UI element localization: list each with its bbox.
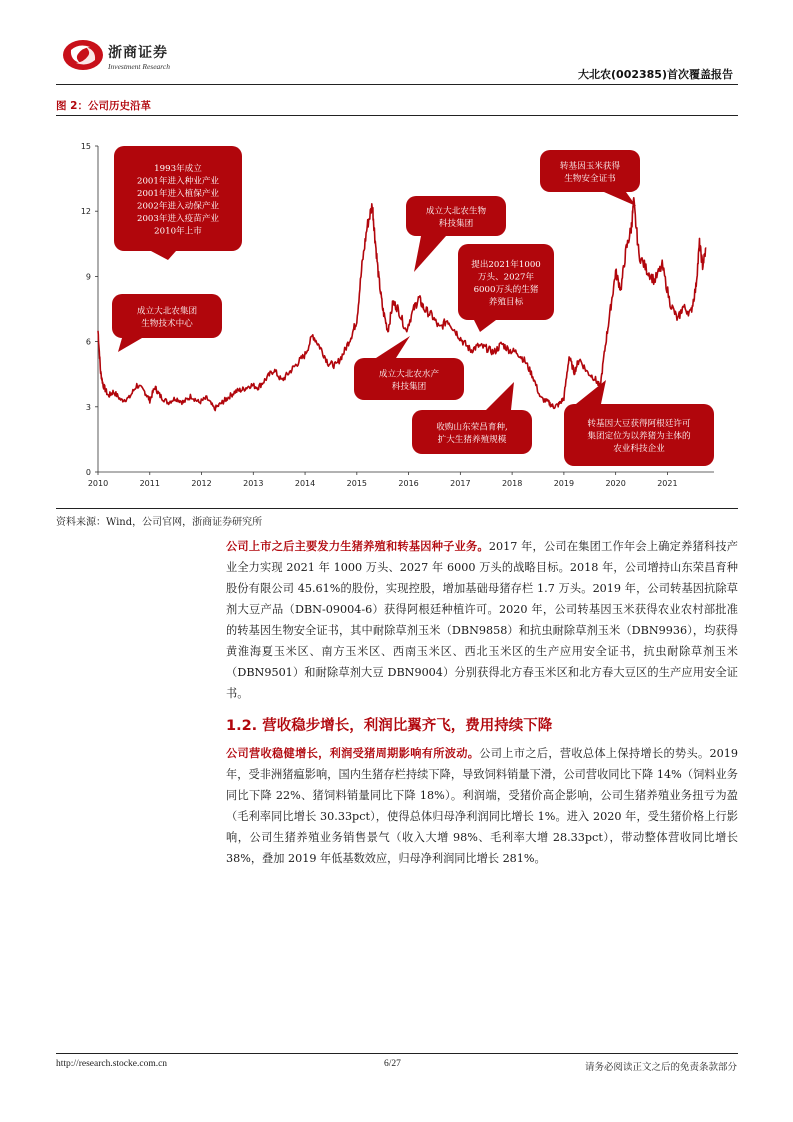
report-title: 大北农(002385)首次覆盖报告 bbox=[578, 68, 733, 81]
brand-subtitle: Investment Research bbox=[108, 62, 170, 71]
callout-text: 收购山东荣昌育种, bbox=[436, 422, 508, 433]
x-tick-label: 2015 bbox=[346, 479, 368, 488]
footer-url[interactable]: http://research.stocke.com.cn bbox=[56, 1059, 168, 1069]
figure-top-rule bbox=[56, 115, 738, 116]
x-tick-label: 2011 bbox=[139, 479, 160, 488]
y-tick-label: 12 bbox=[80, 207, 91, 217]
paragraph-text: 公司上市之后，营收总体上保持增长的势头。2019 年，受非洲猪瘟影响，国内生猪存栏持续下降，导致饲料销量下滑，公司营收同比下降 14%（饲料业务同比下降 22%、猪饲料销量同比下降 18%）。利润端，受猪价高企影响，公司生猪养殖业务扭亏为盈（毛利率同比增长 30.33pct），使得总体归母净利润同比增长 1%。进入 2020 年，受生猪价格上行影响，公司生猪养殖业务销售景气（收入大增 98%、毛利率大增 28.33pct），带动整体营收同比增长 38%，叠加 2019 年低基数效应，归母净利润同比增长 281%。 bbox=[226, 747, 738, 865]
callout-text: 2001年进入种业产业 bbox=[136, 176, 220, 187]
callout-text: 成立大北农水产 bbox=[378, 369, 440, 380]
callout-text: 农业科技企业 bbox=[613, 444, 665, 454]
callout-pointer bbox=[414, 236, 446, 272]
annotation-callout bbox=[458, 244, 554, 332]
x-tick-label: 2012 bbox=[191, 479, 212, 488]
annotation-callout bbox=[354, 336, 464, 400]
y-tick-label: 9 bbox=[85, 272, 91, 282]
y-tick-label: 3 bbox=[85, 402, 91, 412]
header-rule bbox=[56, 84, 738, 85]
callout-pointer bbox=[576, 380, 606, 404]
paragraph-history bbox=[226, 536, 738, 704]
x-tick-label: 2014 bbox=[294, 479, 316, 488]
paragraph-text: 2017 年，公司在集团工作年会上确定养猪科技产业全力实现 2021 年 1000 万头、2027 年 6000 万头的战略目标。2018 年，公司增持山东荣昌育种股份有限公司 45.61%的股份，实现控股，增加基础母猪存栏 1.7 万头。2019 年，公司转基因抗除草剂大豆产品（DBN-09004-6）获得阿根廷种植许可。2020 年，公司转基因玉米获得农业农村部批准的转基因生物安全证书，其中耐除草剂玉米（DBN9858）和抗虫耐除草剂玉米（DBN9936），均获得黄淮海夏玉米区、南方玉米区、西南玉米区、西北玉米区的生产应用安全证书，抗虫耐除草剂玉米（DBN9501）和耐除草剂大豆 DBN9004）分别获得北方春玉米区和北方春大豆区的生产应用安全证书。 bbox=[226, 540, 738, 700]
callout-text: 科技集团 bbox=[391, 381, 427, 392]
callout-pointer bbox=[604, 192, 636, 206]
paragraph-revenue bbox=[226, 743, 738, 869]
callout-text: 生物技术中心 bbox=[141, 318, 193, 329]
footer-disclaimer: 请务必阅读正文之后的免责条款部分 bbox=[584, 1062, 737, 1073]
company-logo bbox=[62, 38, 104, 72]
callout-text: 2003年进入疫苗产业 bbox=[136, 213, 220, 224]
callout-text: 集团定位为以养猪为主体的 bbox=[587, 431, 691, 442]
callout-pointer bbox=[474, 320, 496, 332]
callout-text: 成立大北农集团 bbox=[136, 306, 198, 317]
callout-text: 1993年成立 bbox=[154, 163, 202, 174]
y-tick-label: 0 bbox=[85, 468, 91, 477]
paragraph-lead: 公司营收稳健增长，利润受猪周期影响有所波动。 bbox=[226, 746, 480, 760]
callout-pointer bbox=[118, 338, 142, 352]
callout-text: 2001年进入植保产业 bbox=[136, 188, 220, 199]
x-tick-label: 2016 bbox=[398, 479, 419, 488]
brand-name: 浙商证券 bbox=[108, 45, 168, 61]
x-tick-label: 2020 bbox=[605, 479, 626, 488]
section-heading: 1.2. 营收稳步增长，利润比翼齐飞，费用持续下降 bbox=[226, 718, 553, 734]
annotation-callout bbox=[540, 150, 640, 206]
paragraph-lead: 公司上市之后主要发力生猪养殖和转基因种子业务。 bbox=[226, 539, 489, 553]
callout-text: 扩大生猪养殖规模 bbox=[437, 434, 507, 445]
figure-title: 图 2：公司历史沿革 bbox=[56, 100, 151, 112]
annotation-callout bbox=[564, 380, 714, 466]
x-tick-label: 2019 bbox=[553, 479, 575, 488]
annotation-callout bbox=[112, 294, 222, 352]
x-tick-label: 2013 bbox=[243, 479, 264, 488]
callout-pointer bbox=[486, 382, 514, 410]
x-tick-label: 2010 bbox=[87, 479, 109, 488]
x-tick-label: 2018 bbox=[501, 479, 523, 488]
callout-pointer bbox=[376, 336, 410, 358]
history-chart bbox=[56, 120, 738, 506]
callout-text: 6000万头的生猪 bbox=[473, 284, 539, 295]
annotation-callout bbox=[114, 146, 242, 260]
callout-text: 成立大北农生物 bbox=[425, 206, 487, 217]
callout-text: 科技集团 bbox=[438, 218, 474, 229]
callout-text: 万头、2027年 bbox=[477, 272, 535, 283]
callout-text: 2010年上市 bbox=[154, 226, 202, 237]
callout-text: 养殖目标 bbox=[488, 297, 524, 308]
callout-text: 提出2021年1000 bbox=[471, 259, 541, 270]
callout-text: 转基因玉米获得 bbox=[559, 161, 621, 172]
footer-rule bbox=[56, 1053, 738, 1054]
x-tick-label: 2017 bbox=[450, 479, 471, 488]
callout-text: 生物安全证书 bbox=[564, 173, 616, 184]
y-tick-label: 15 bbox=[80, 142, 91, 151]
x-tick-label: 2021 bbox=[657, 479, 678, 488]
figure-bottom-rule bbox=[56, 508, 738, 509]
y-tick-label: 6 bbox=[85, 337, 91, 347]
callout-pointer bbox=[151, 251, 176, 260]
page-number: 6/27 bbox=[384, 1059, 401, 1069]
callout-text: 2002年进入动保产业 bbox=[136, 201, 220, 212]
figure-source: 资料来源：Wind，公司官网，浙商证券研究所 bbox=[56, 517, 263, 528]
callout-text: 转基因大豆获得阿根廷许可 bbox=[587, 419, 691, 429]
